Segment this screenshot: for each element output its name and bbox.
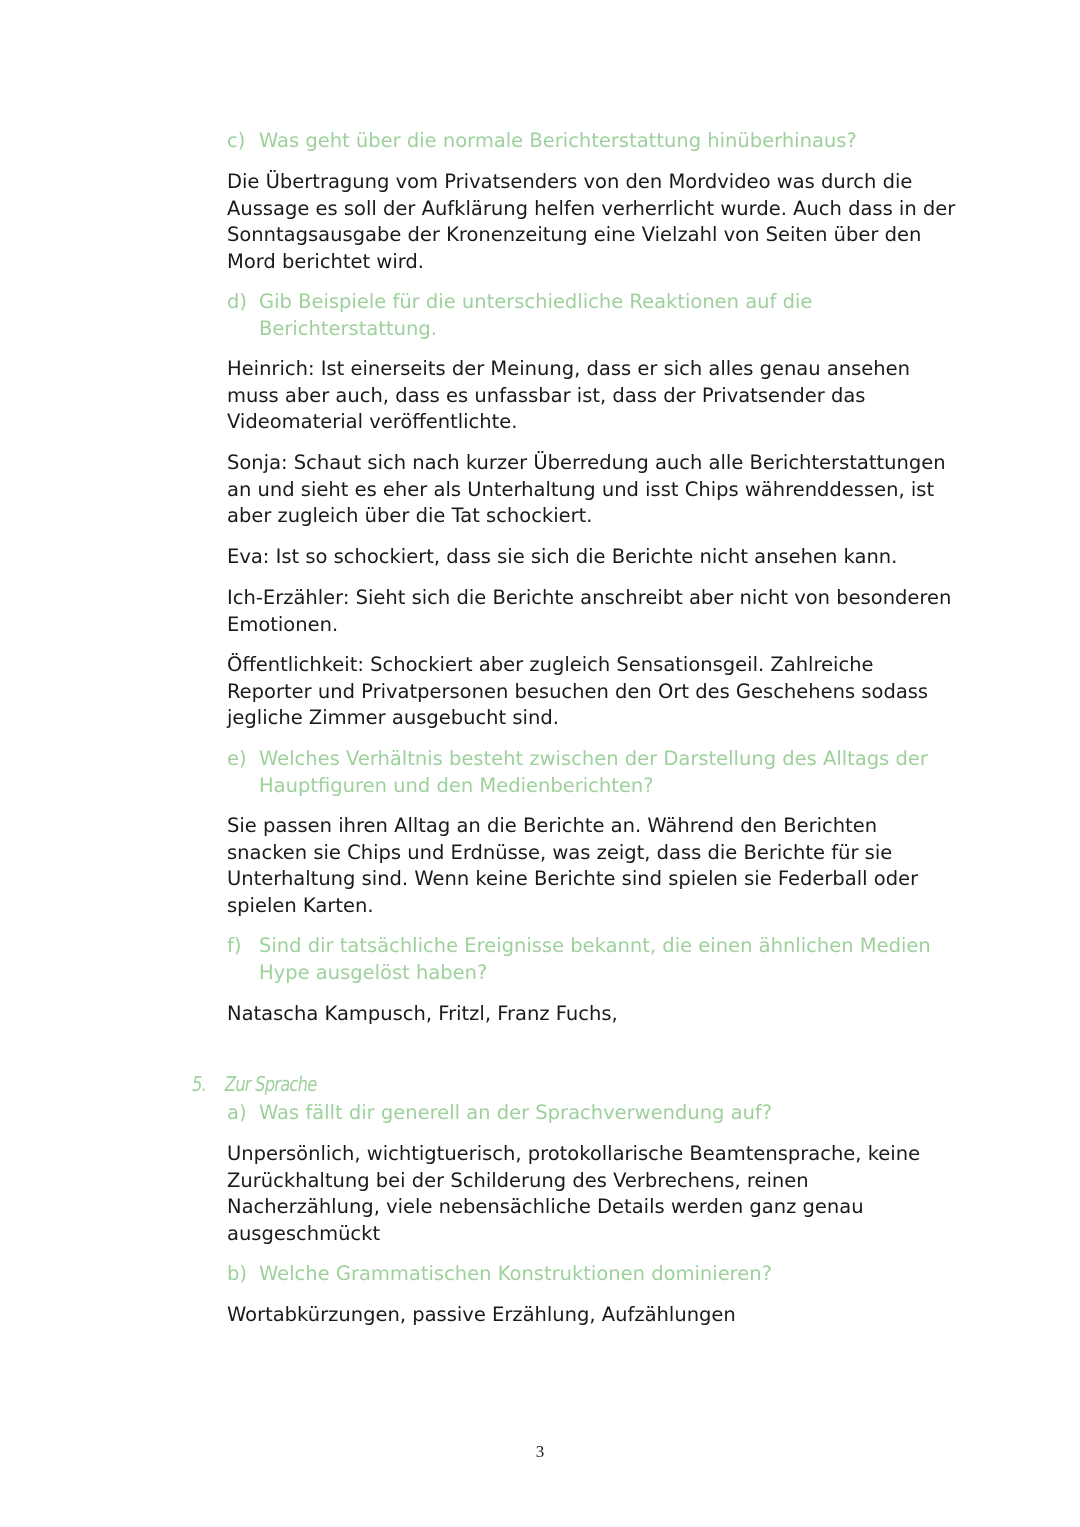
question-letter: e) xyxy=(227,747,247,770)
question-letter: b) xyxy=(227,1262,247,1285)
question-text: Was geht über die normale Berichterstattung hinüberhinaus? xyxy=(259,129,857,152)
question-letter: c) xyxy=(227,129,246,152)
answer-paragraph: Öffentlichkeit: Schockiert aber zugleich Sensationsgeil. Zahlreiche Reporter und Privatpersonen besuchen den Ort des Geschehens sodass jegliche Zimmer ausgebucht sind. xyxy=(227,653,929,729)
answer-paragraph: Sie passen ihren Alltag an die Berichte an. Während den Berichten snacken sie Chips und Erdnüsse, was zeigt, dass die Berichte für sie Unterhaltung sind. Wenn keine Berichte sind spielen sie Federball oder spielen Karten. xyxy=(227,814,919,917)
answer-paragraph: Unpersönlich, wichtigtuerisch, protokollarische Beamtensprache, keine Zurückhaltung bei der Schilderung des Verbrechens, reinen Nacherzählung, viele nebensächliche Details werden ganz genau ausgeschmückt xyxy=(227,1142,921,1245)
answer-paragraph: Sonja: Schaut sich nach kurzer Überredung auch alle Berichterstattungen an und sieht es eher als Unterhaltung und isst Chips währenddessen, ist aber zugleich über die Tat schockiert. xyxy=(227,451,946,527)
question-f xyxy=(227,933,957,986)
answer-d-ich-erzaehler xyxy=(227,585,957,638)
question-5a xyxy=(227,1100,957,1127)
question-letter: f) xyxy=(227,934,242,957)
question-d xyxy=(227,289,957,342)
question-text: Was fällt dir generell an der Sprachverwendung auf? xyxy=(259,1101,773,1124)
question-c xyxy=(227,128,957,155)
answer-e xyxy=(227,813,957,919)
question-text: Sind dir tatsächliche Ereignisse bekannt, die einen ähnlichen Medien Hype ausgelöst haben? xyxy=(259,934,931,984)
answer-paragraph: Ich-Erzähler: Sieht sich die Berichte anschreibt aber nicht von besonderen Emotionen. xyxy=(227,586,952,636)
answer-paragraph: Heinrich: Ist einerseits der Meinung, dass er sich alles genau ansehen muss aber auch, dass es unfassbar ist, dass der Privatsender das Videomaterial veröffentlichte. xyxy=(227,357,910,433)
answer-5b xyxy=(227,1302,957,1329)
question-text: Welches Verhältnis besteht zwischen der Darstellung des Alltags der Hauptfiguren und den Medienberichten? xyxy=(259,747,928,797)
question-5b xyxy=(227,1261,957,1288)
answer-paragraph: Natascha Kampusch, Fritzl, Franz Fuchs, xyxy=(227,1002,618,1025)
question-text: Welche Grammatischen Konstruktionen dominieren? xyxy=(259,1262,772,1285)
answer-f xyxy=(227,1001,957,1028)
question-letter: d) xyxy=(227,290,247,313)
question-e xyxy=(227,746,957,799)
section-title: Zur Sprache xyxy=(224,1072,317,1096)
section-number: 5. xyxy=(192,1072,207,1096)
question-text: Gib Beispiele für die unterschiedliche Reaktionen auf die Berichterstattung. xyxy=(259,290,813,340)
question-letter: a) xyxy=(227,1101,247,1124)
answer-d-sonja xyxy=(227,450,957,530)
answer-d-heinrich xyxy=(227,356,957,436)
page-number: 3 xyxy=(535,1442,545,1461)
answer-paragraph: Die Übertragung vom Privatsenders von den Mordvideo was durch die Aussage es soll der Aufklärung helfen verherrlicht wurde. Auch dass in der Sonntagsausgabe der Kronenzeitung eine Vielzahl von Seiten über den Mord berichtet wird. xyxy=(227,170,956,273)
answer-5a xyxy=(227,1141,957,1247)
answer-paragraph: Wortabkürzungen, passive Erzählung, Aufzählungen xyxy=(227,1303,736,1326)
answer-d-oeffentlichkeit xyxy=(227,652,957,732)
answer-d-eva xyxy=(227,544,957,571)
answer-paragraph: Eva: Ist so schockiert, dass sie sich die Berichte nicht ansehen kann. xyxy=(227,545,898,568)
answer-c xyxy=(227,169,957,275)
section-heading xyxy=(192,1072,316,1096)
